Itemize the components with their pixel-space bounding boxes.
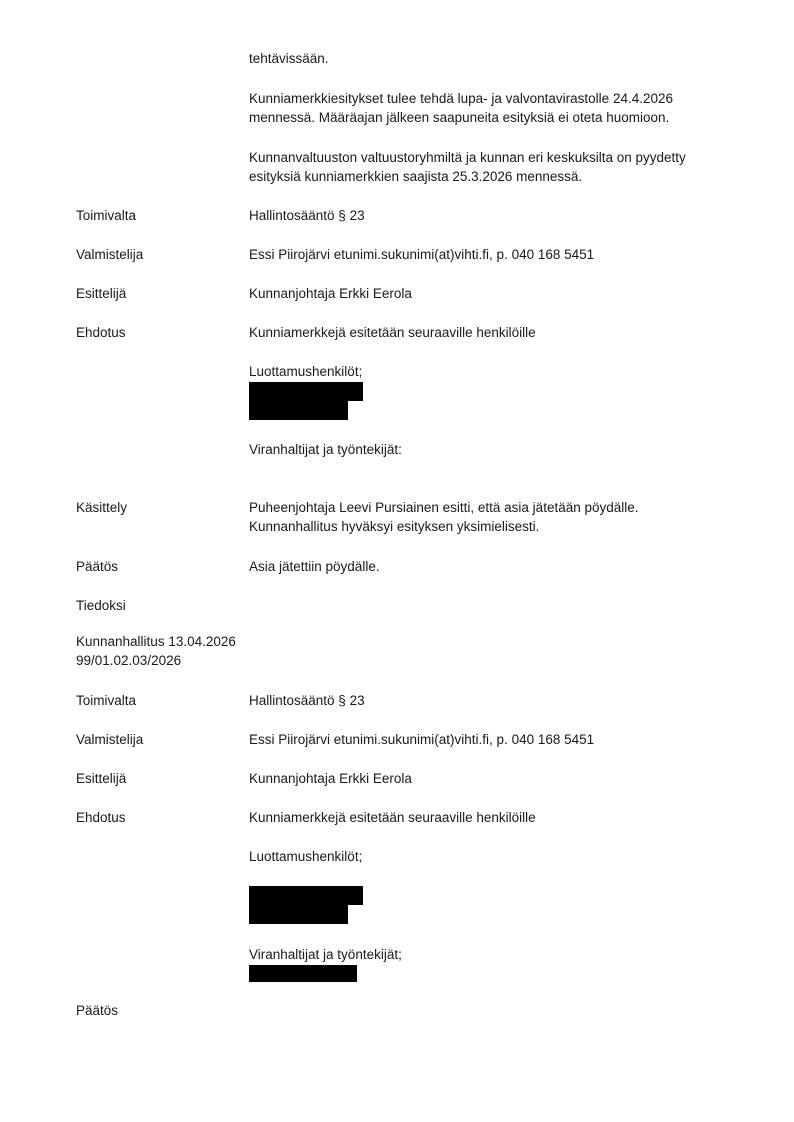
ehdotus-label: Ehdotus bbox=[76, 325, 126, 340]
toimivalta-label: Toimivalta bbox=[76, 693, 137, 708]
viranhaltijat-heading: Viranhaltijat ja työntekijät: bbox=[249, 442, 402, 457]
ehdotus-value: Kunniamerkkejä esitetään seuraaville henkilöille bbox=[249, 810, 536, 825]
esittelija-value: Kunnanjohtaja Erkki Eerola bbox=[249, 771, 412, 786]
continuation-text: tehtävissään. bbox=[249, 51, 329, 66]
kasittely-label: Käsittely bbox=[76, 500, 128, 515]
tiedoksi-label: Tiedoksi bbox=[76, 598, 126, 613]
kasittely-text-line1: Puheenjohtaja Leevi Pursiainen esitti, että asia jätetään pöydälle. bbox=[249, 500, 639, 515]
redaction-block bbox=[249, 886, 363, 905]
valmistelija-label: Valmistelija bbox=[76, 247, 144, 262]
toimivalta-value: Hallintosääntö § 23 bbox=[249, 693, 365, 708]
valmistelija-label: Valmistelija bbox=[76, 732, 144, 747]
paatos-label: Päätös bbox=[76, 1003, 119, 1018]
toimivalta-label: Toimivalta bbox=[76, 208, 137, 223]
paatos-label: Päätös bbox=[76, 559, 119, 574]
ehdotus-label: Ehdotus bbox=[76, 810, 126, 825]
request-text-line1: Kunnanvaltuuston valtuustoryhmiltä ja kunnan eri keskuksilta on pyydetty bbox=[249, 150, 686, 165]
toimivalta-value: Hallintosääntö § 23 bbox=[249, 208, 365, 223]
viranhaltijat-heading: Viranhaltijat ja työntekijät; bbox=[249, 947, 402, 962]
esittelija-label: Esittelijä bbox=[76, 771, 127, 786]
redaction-block bbox=[249, 965, 357, 982]
valmistelija-value: Essi Piirojärvi etunimi.sukunimi(at)vihti.fi, p. 040 168 5451 bbox=[249, 247, 595, 262]
deadline-text-line1: Kunniamerkkiesitykset tulee tehdä lupa- ja valvontavirastolle 24.4.2026 bbox=[249, 91, 673, 106]
ehdotus-value: Kunniamerkkejä esitetään seuraaville henkilöille bbox=[249, 325, 536, 340]
request-text-line2: esityksiä kunniamerkkien saajista 25.3.2026 mennessä. bbox=[249, 169, 583, 184]
meeting-case-number: 99/01.02.03/2026 bbox=[76, 653, 182, 668]
valmistelija-value: Essi Piirojärvi etunimi.sukunimi(at)vihti.fi, p. 040 168 5451 bbox=[249, 732, 595, 747]
esittelija-label: Esittelijä bbox=[76, 286, 127, 301]
meeting-title: Kunnanhallitus 13.04.2026 bbox=[76, 634, 236, 649]
redaction-block bbox=[249, 382, 363, 401]
luottamushenkilot-heading: Luottamushenkilöt; bbox=[249, 849, 363, 864]
luottamushenkilot-heading: Luottamushenkilöt; bbox=[249, 364, 363, 379]
kasittely-text-line2: Kunnanhallitus hyväksyi esityksen yksimielisesti. bbox=[249, 519, 540, 534]
deadline-text-line2: mennessä. Määräajan jälkeen saapuneita esityksiä ei oteta huomioon. bbox=[249, 110, 670, 125]
paatos-value: Asia jätettiin pöydälle. bbox=[249, 559, 380, 574]
esittelija-value: Kunnanjohtaja Erkki Eerola bbox=[249, 286, 412, 301]
redaction-block bbox=[249, 401, 348, 420]
redaction-block bbox=[249, 905, 348, 924]
